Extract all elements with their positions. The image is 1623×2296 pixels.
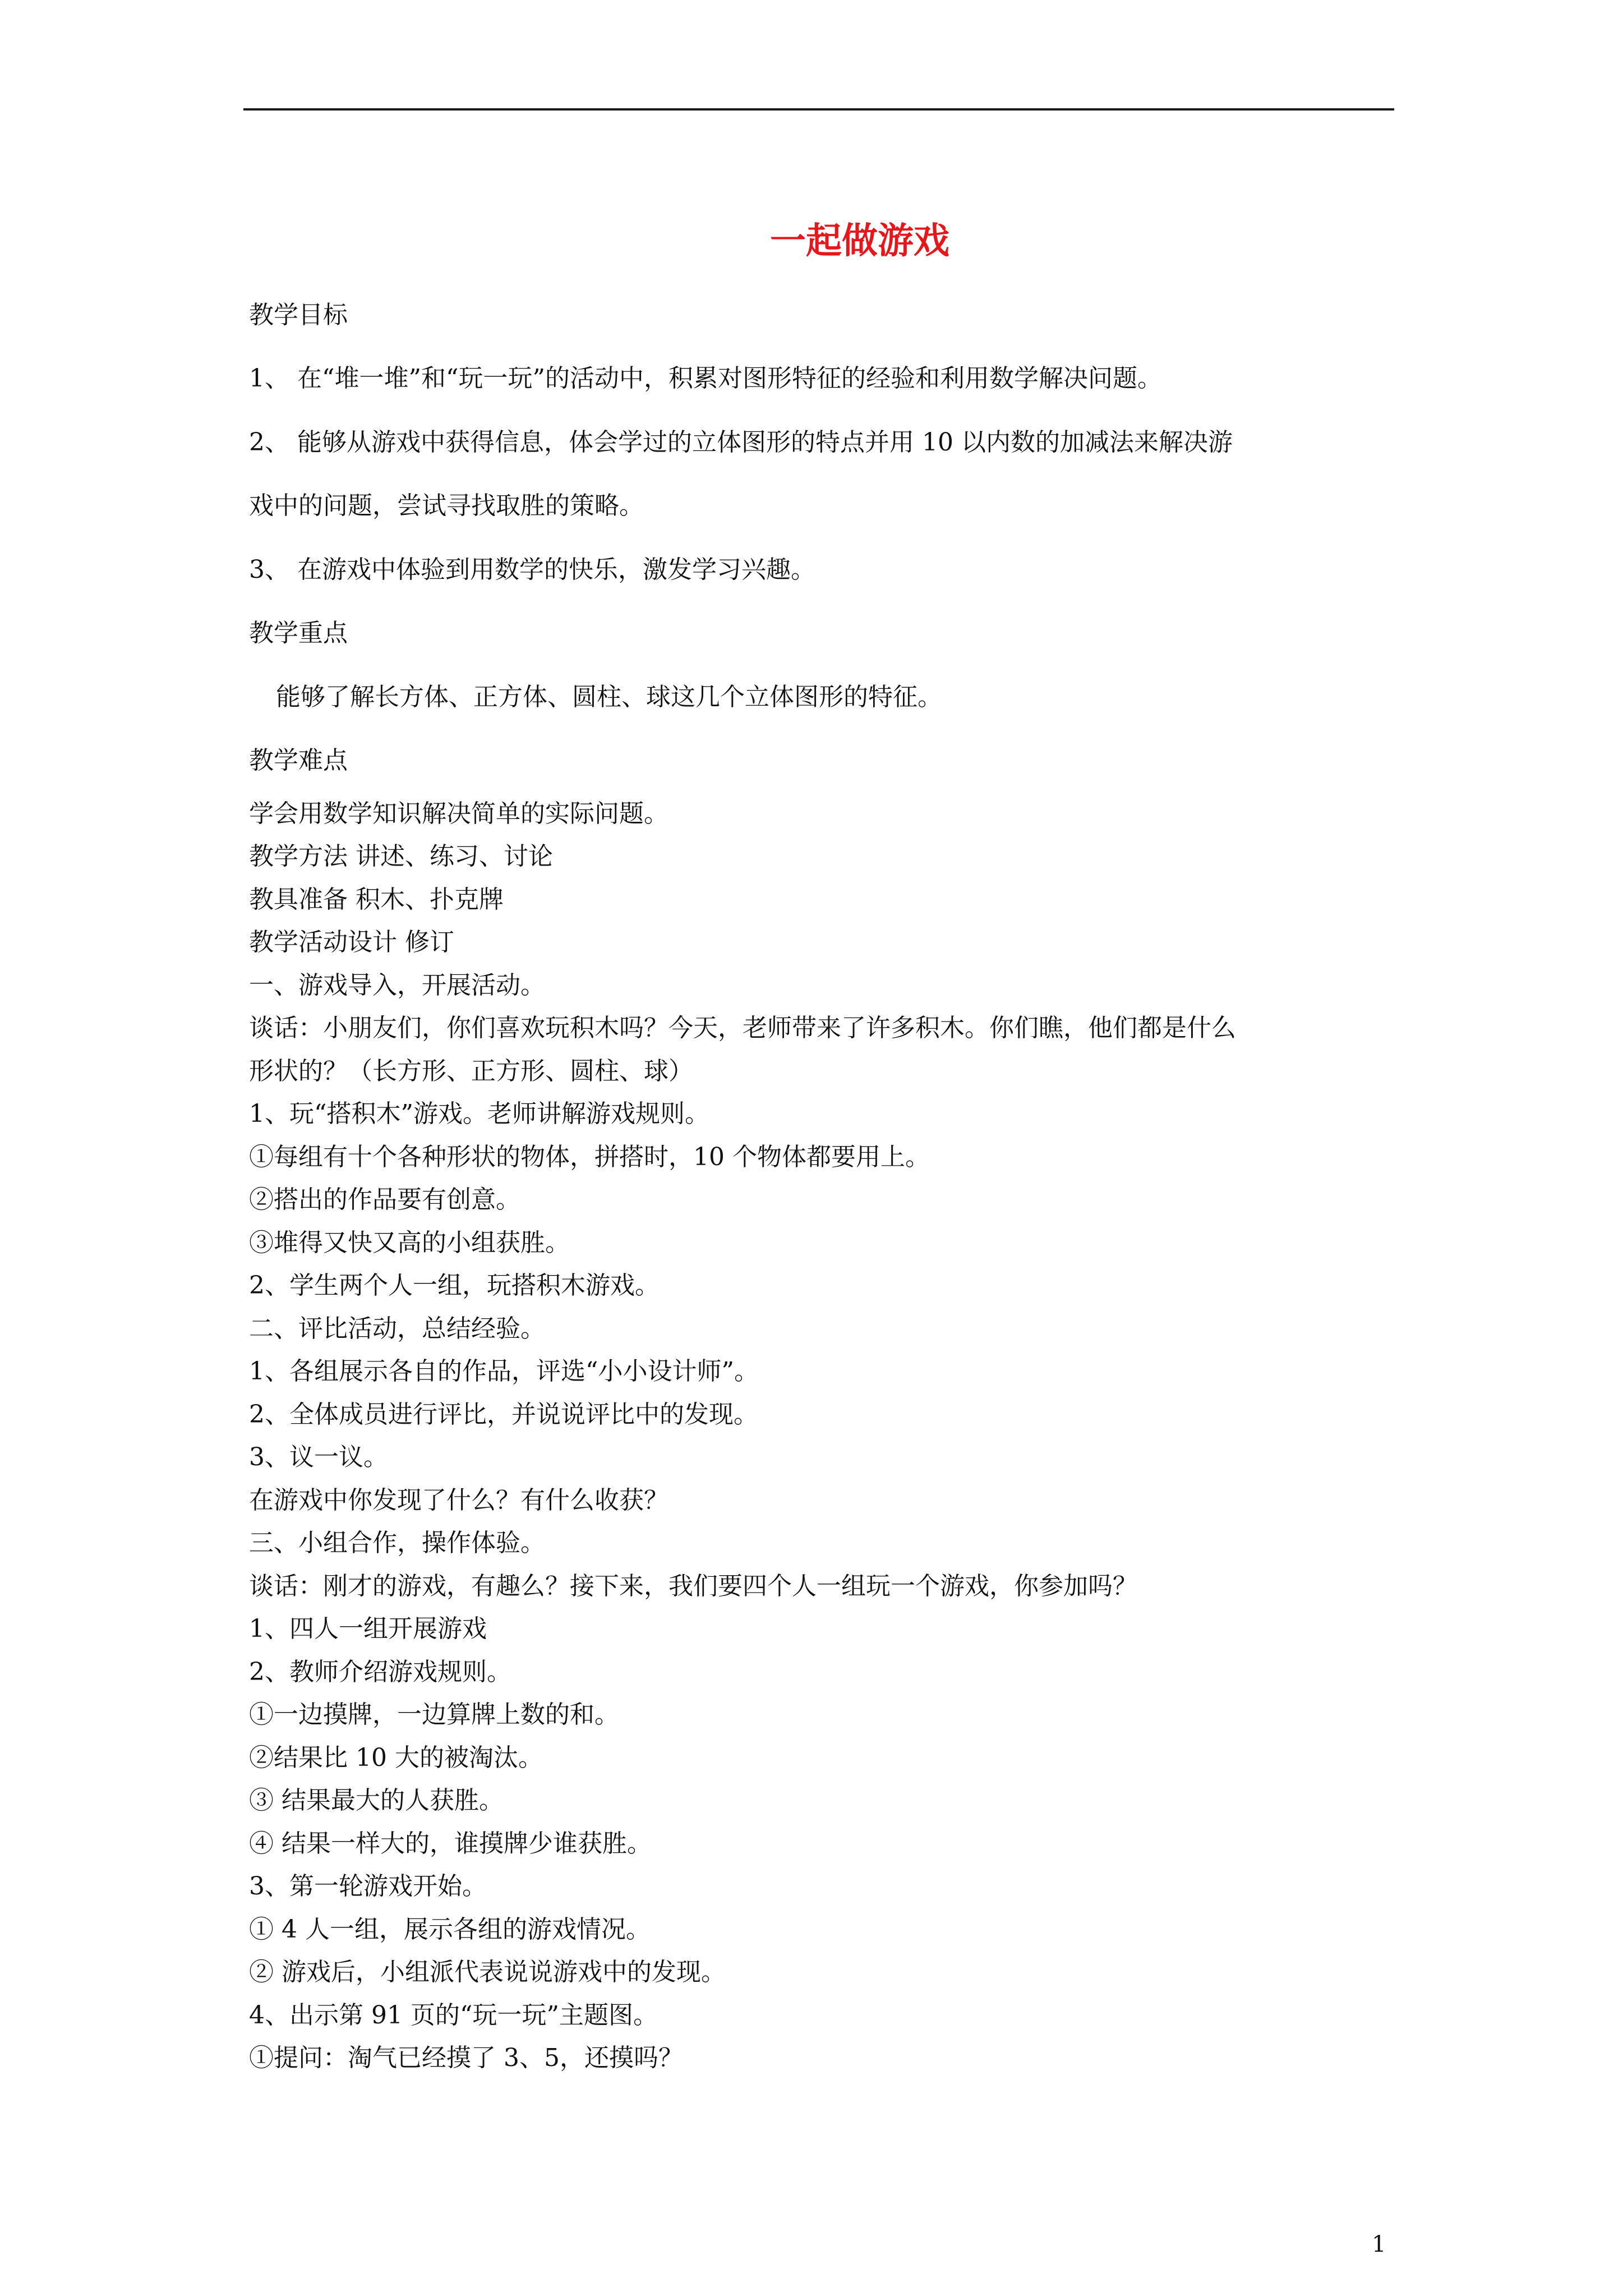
body-line: ③ 结果最大的人获胜。 bbox=[249, 1786, 504, 1815]
body-line: 三、小组合作，操作体验。 bbox=[249, 1529, 545, 1557]
key-point-line: 能够了解长方体、正方体、圆柱、球这几个立体图形的特征。 bbox=[276, 683, 942, 711]
section-heading: 教学重点 bbox=[249, 619, 348, 647]
objective-line: 1、 在“堆一堆”和“玩一玩”的活动中，积累对图形特征的经验和利用数学解决问题。 bbox=[249, 364, 1162, 393]
document-title: 一起做游戏 bbox=[770, 220, 949, 262]
body-line: ①每组有十个各种形状的物体，拼搭时，10 个物体都要用上。 bbox=[249, 1143, 930, 1171]
body-line: ③堆得又快又高的小组获胜。 bbox=[249, 1228, 570, 1257]
body-line: 教学活动设计 修订 bbox=[249, 928, 454, 956]
objective-line: 2、 能够从游戏中获得信息，体会学过的立体图形的特点并用 10 以内数的加减法来解决游 bbox=[249, 428, 1233, 457]
section-heading: 教学目标 bbox=[249, 301, 348, 329]
body-line: ①一边摸牌，一边算牌上数的和。 bbox=[249, 1700, 619, 1729]
body-line: 二、评比活动，总结经验。 bbox=[249, 1314, 545, 1343]
body-line: 谈话：小朋友们，你们喜欢玩积木吗？今天，老师带来了许多积木。你们瞧，他们都是什么 bbox=[249, 1014, 1236, 1042]
body-line: ①提问：淘气已经摸了 3、5，还摸吗？ bbox=[249, 2044, 683, 2072]
body-line: ②结果比 10 大的被淘汰。 bbox=[249, 1743, 543, 1772]
body-line: ① 4 人一组，展示各组的游戏情况。 bbox=[249, 1915, 651, 1944]
body-line: 教学方法 讲述、练习、讨论 bbox=[249, 842, 553, 871]
body-line: 3、议一议。 bbox=[249, 1443, 388, 1471]
objective-line: 戏中的问题，尝试寻找取胜的策略。 bbox=[249, 491, 644, 520]
body-line: 2、学生两个人一组，玩搭积木游戏。 bbox=[249, 1271, 660, 1300]
header-rule bbox=[243, 108, 1394, 111]
body-line: 1、四人一组开展游戏 bbox=[249, 1614, 487, 1643]
body-line: 3、第一轮游戏开始。 bbox=[249, 1872, 487, 1901]
body-line: 1、玩“搭积木”游戏。老师讲解游戏规则。 bbox=[249, 1099, 709, 1128]
section-heading: 教学难点 bbox=[249, 746, 348, 775]
body-line: 在游戏中你发现了什么？有什么收获？ bbox=[249, 1486, 668, 1515]
body-line: 1、各组展示各自的作品，评选“小小设计师”。 bbox=[249, 1357, 759, 1386]
objective-line: 3、 在游戏中体验到用数学的快乐，激发学习兴趣。 bbox=[249, 555, 815, 584]
body-line: 4、出示第 91 页的“玩一玩”主题图。 bbox=[249, 2001, 658, 2030]
body-line: 学会用数学知识解决简单的实际问题。 bbox=[249, 799, 668, 828]
body-line: 谈话：刚才的游戏，有趣么？接下来，我们要四个人一组玩一个游戏，你参加吗？ bbox=[249, 1572, 1137, 1600]
body-line: 2、全体成员进行评比，并说说评比中的发现。 bbox=[249, 1400, 758, 1429]
body-line: ②搭出的作品要有创意。 bbox=[249, 1185, 520, 1214]
body-line: 2、教师介绍游戏规则。 bbox=[249, 1658, 511, 1686]
body-line: 形状的？（长方形、正方形、圆柱、球） bbox=[249, 1057, 693, 1085]
body-line: 一、游戏导入，开展活动。 bbox=[249, 971, 545, 1000]
body-line: ② 游戏后，小组派代表说说游戏中的发现。 bbox=[249, 1958, 726, 1986]
page-number: 1 bbox=[1372, 2231, 1386, 2257]
body-line: 教具准备 积木、扑克牌 bbox=[249, 885, 504, 914]
body-line: ④ 结果一样大的，谁摸牌少谁获胜。 bbox=[249, 1829, 652, 1858]
